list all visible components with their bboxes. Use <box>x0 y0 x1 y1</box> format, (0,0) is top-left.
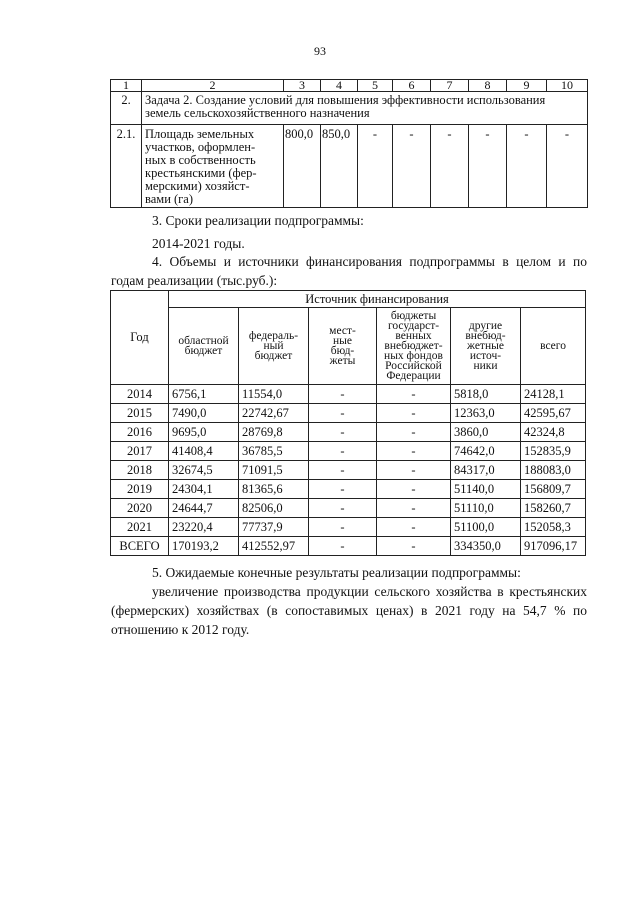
value-cell: 23220,4 <box>169 518 239 537</box>
financing-row <box>111 423 586 442</box>
column-number: 9 <box>507 80 547 92</box>
header-line: источ- <box>469 350 502 362</box>
year-cell: 2015 <box>111 404 169 423</box>
value-cell: - <box>377 537 451 556</box>
header-line: бюд- <box>330 345 355 357</box>
financing-subheader-row <box>111 308 586 385</box>
value-cell: - <box>377 385 451 404</box>
column-numbers-row <box>111 80 588 92</box>
header-line: бюджеты <box>390 310 437 322</box>
indicator-value: 850,0 <box>321 125 358 208</box>
value-cell: 36785,5 <box>239 442 309 461</box>
value-cell: - <box>377 423 451 442</box>
header-line: мест- <box>329 325 356 337</box>
indicator-value: - <box>393 125 431 208</box>
header-line: федераль- <box>248 330 299 342</box>
value-cell: 158260,7 <box>521 499 586 518</box>
indicator-value: - <box>507 125 547 208</box>
value-cell: - <box>309 442 377 461</box>
column-number: 10 <box>547 80 588 92</box>
value-cell: 412552,97 <box>239 537 309 556</box>
value-cell: 51110,0 <box>451 499 521 518</box>
indicator-name-line: мерскими) хозяйст- <box>145 179 250 193</box>
column-number: 7 <box>431 80 469 92</box>
value-cell: 9695,0 <box>169 423 239 442</box>
value-cell: 51100,0 <box>451 518 521 537</box>
header-line: бюджет <box>184 345 223 357</box>
section-5-text: увеличение производства продукции сельского хозяйства в крестьянских (фермерских) хозяйствах (в сопоставимых ценах) в 2021 году на 54,7 % по отношению к 2012 году. <box>111 584 587 637</box>
value-cell: - <box>377 499 451 518</box>
value-cell: 152058,3 <box>521 518 586 537</box>
financing-row <box>111 404 586 423</box>
value-cell: 71091,5 <box>239 461 309 480</box>
value-cell: - <box>377 518 451 537</box>
indicator-name-line: Площадь земельных <box>145 127 255 141</box>
section-5-title: 5. Ожидаемые конечные результаты реализации подпрограммы: <box>152 565 521 580</box>
indicator-name-line: участков, оформлен- <box>145 140 256 154</box>
year-cell: 2018 <box>111 461 169 480</box>
task-number: 2. <box>111 92 142 125</box>
header-line: жеты <box>329 355 356 367</box>
financing-rows <box>111 385 586 556</box>
indicator-value: 800,0 <box>284 125 321 208</box>
value-cell: 42595,67 <box>521 404 586 423</box>
value-cell: 42324,8 <box>521 423 586 442</box>
year-cell: 2017 <box>111 442 169 461</box>
header-line: ных фондов <box>384 350 443 362</box>
section-3-value: 2014-2021 годы. <box>152 236 245 251</box>
financing-row <box>111 480 586 499</box>
year-cell: 2021 <box>111 518 169 537</box>
financing-row <box>111 385 586 404</box>
column-number: 1 <box>111 80 142 92</box>
value-cell: - <box>309 480 377 499</box>
value-cell: 24304,1 <box>169 480 239 499</box>
section-4-title: 4. Объемы и источники финансирования подпрограммы в целом и по годам реализации (тыс.руб.): <box>111 254 587 288</box>
header-line: всего <box>540 340 566 352</box>
task-row <box>111 92 588 125</box>
value-cell: 22742,67 <box>239 404 309 423</box>
financing-row <box>111 461 586 480</box>
value-cell: 84317,0 <box>451 461 521 480</box>
value-cell: 77737,9 <box>239 518 309 537</box>
column-header-total <box>521 308 586 385</box>
header-line: Российской <box>385 360 442 372</box>
value-cell: - <box>309 537 377 556</box>
value-cell: - <box>309 461 377 480</box>
column-number: 3 <box>284 80 321 92</box>
value-cell: - <box>309 423 377 442</box>
header-line: Федерации <box>386 370 441 382</box>
indicator-value: - <box>358 125 393 208</box>
financing-row <box>111 442 586 461</box>
header-line: внебюджет- <box>384 340 443 352</box>
year-cell: 2014 <box>111 385 169 404</box>
value-cell: 81365,6 <box>239 480 309 499</box>
task-text: Задача 2. Создание условий для повышения эффективности использования земель сельскохозяйственного назначения <box>142 92 588 125</box>
column-header-local-budgets <box>309 308 377 385</box>
value-cell: 41408,4 <box>169 442 239 461</box>
header-line: бюджет <box>254 350 293 362</box>
column-number: 6 <box>393 80 431 92</box>
value-cell: - <box>309 385 377 404</box>
value-cell: 3860,0 <box>451 423 521 442</box>
source-header: Источник финансирования <box>169 291 586 308</box>
indicator-value: - <box>431 125 469 208</box>
indicator-value: - <box>469 125 507 208</box>
value-cell: 7490,0 <box>169 404 239 423</box>
value-cell: - <box>309 499 377 518</box>
value-cell: 24644,7 <box>169 499 239 518</box>
page-number: 93 <box>314 44 326 58</box>
year-cell: 2016 <box>111 423 169 442</box>
value-cell: 170193,2 <box>169 537 239 556</box>
row-number: 2.1. <box>111 125 142 208</box>
column-number: 2 <box>142 80 284 92</box>
indicator-name <box>142 125 284 208</box>
indicator-name-line: крестьянскими (фер- <box>145 166 257 180</box>
header-line: венных <box>395 330 432 342</box>
header-line: областной <box>178 335 229 347</box>
value-cell: - <box>377 480 451 499</box>
indicator-row <box>111 125 588 208</box>
value-cell: 74642,0 <box>451 442 521 461</box>
column-header-regional-budget <box>169 308 239 385</box>
year-cell: 2019 <box>111 480 169 499</box>
value-cell: 12363,0 <box>451 404 521 423</box>
value-cell: 28769,8 <box>239 423 309 442</box>
value-cell: - <box>377 442 451 461</box>
year-cell: 2020 <box>111 499 169 518</box>
indicator-name-line: вами (га) <box>145 192 194 206</box>
financing-header-row <box>111 291 586 308</box>
header-line: ники <box>473 360 498 372</box>
financing-table <box>110 290 586 556</box>
value-cell: 334350,0 <box>451 537 521 556</box>
financing-row <box>111 537 586 556</box>
column-number: 5 <box>358 80 393 92</box>
value-cell: 82506,0 <box>239 499 309 518</box>
column-header-state-funds <box>377 308 451 385</box>
value-cell: 11554,0 <box>239 385 309 404</box>
value-cell: 6756,1 <box>169 385 239 404</box>
column-number: 8 <box>469 80 507 92</box>
value-cell: 156809,7 <box>521 480 586 499</box>
header-line: жетные <box>467 340 504 352</box>
column-header-federal-budget <box>239 308 309 385</box>
value-cell: 51140,0 <box>451 480 521 499</box>
value-cell: 5818,0 <box>451 385 521 404</box>
value-cell: 24128,1 <box>521 385 586 404</box>
value-cell: - <box>309 404 377 423</box>
column-number: 4 <box>321 80 358 92</box>
section-3-title: 3. Сроки реализации подпрограммы: <box>152 213 364 228</box>
value-cell: 152835,9 <box>521 442 586 461</box>
year-cell: ВСЕГО <box>111 537 169 556</box>
value-cell: 917096,17 <box>521 537 586 556</box>
header-line: государст- <box>387 320 440 332</box>
value-cell: - <box>377 404 451 423</box>
header-line: внебюд- <box>465 330 506 342</box>
financing-row <box>111 518 586 537</box>
header-line: ный <box>263 340 284 352</box>
indicator-value: - <box>547 125 588 208</box>
indicators-table <box>110 79 588 208</box>
year-header: Год <box>111 291 169 385</box>
financing-row <box>111 499 586 518</box>
value-cell: 32674,5 <box>169 461 239 480</box>
header-line: другие <box>468 320 503 332</box>
value-cell: - <box>377 461 451 480</box>
value-cell: - <box>309 518 377 537</box>
header-line: ные <box>333 335 352 347</box>
indicator-name-line: ных в собственность <box>145 153 256 167</box>
value-cell: 188083,0 <box>521 461 586 480</box>
column-header-other-sources <box>451 308 521 385</box>
